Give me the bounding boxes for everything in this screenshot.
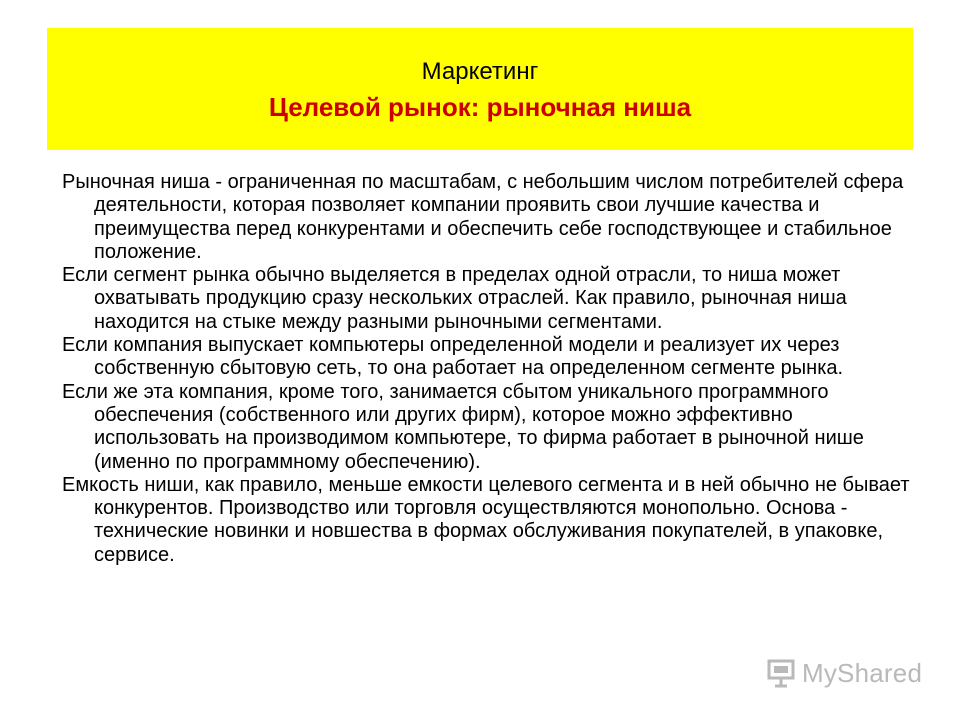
presentation-board-icon — [766, 658, 796, 688]
slide-subtitle: Целевой рынок: рыночная ниша — [268, 92, 692, 122]
watermark-logo — [766, 655, 922, 691]
slide-body — [62, 171, 912, 567]
paragraph-segment-example: Если компания выпускает компьютеры определенной модели и реализует их через собственную сбытовую сеть, то она работает на определенном сегменте рынка. — [62, 334, 844, 380]
paragraph-niche-capacity: Емкость ниши, как правило, меньше емкости целевого сегмента и в ней обычно не бывает конкурентов. Производство или торговля осуществляются монопольно. Основа - технические новинки и новшества в формах обслуживания покупателей, в упаковке, сервисе. — [62, 473, 910, 566]
slide-title: Маркетинг — [421, 58, 539, 85]
paragraph-segment-vs-niche: Если сегмент рынка обычно выделяется в пределах одной отрасли, то ниша может охватывать продукцию сразу нескольких отраслей. Как правило, рыночная ниша находится на стыке между разными рыночными сегментами. — [62, 264, 847, 333]
watermark-text: MyShared — [802, 658, 923, 688]
slide-header — [47, 28, 913, 150]
paragraph-niche-example: Если же эта компания, кроме того, занимается сбытом уникального программного обеспечения (собственного или других фирм), которое можно эффективно использовать на производимом компьютере, то фирма работает в рыночной нише (именно по программному обеспечению). — [62, 380, 864, 473]
paragraph-definition: Рыночная ниша - ограниченная по масштабам, с небольшим числом потребителей сфера деятельности, которая позволяет компании проявить свои лучшие качества и преимущества перед конкурентами и обеспечить себе господствующее и стабильное положение. — [62, 171, 904, 263]
